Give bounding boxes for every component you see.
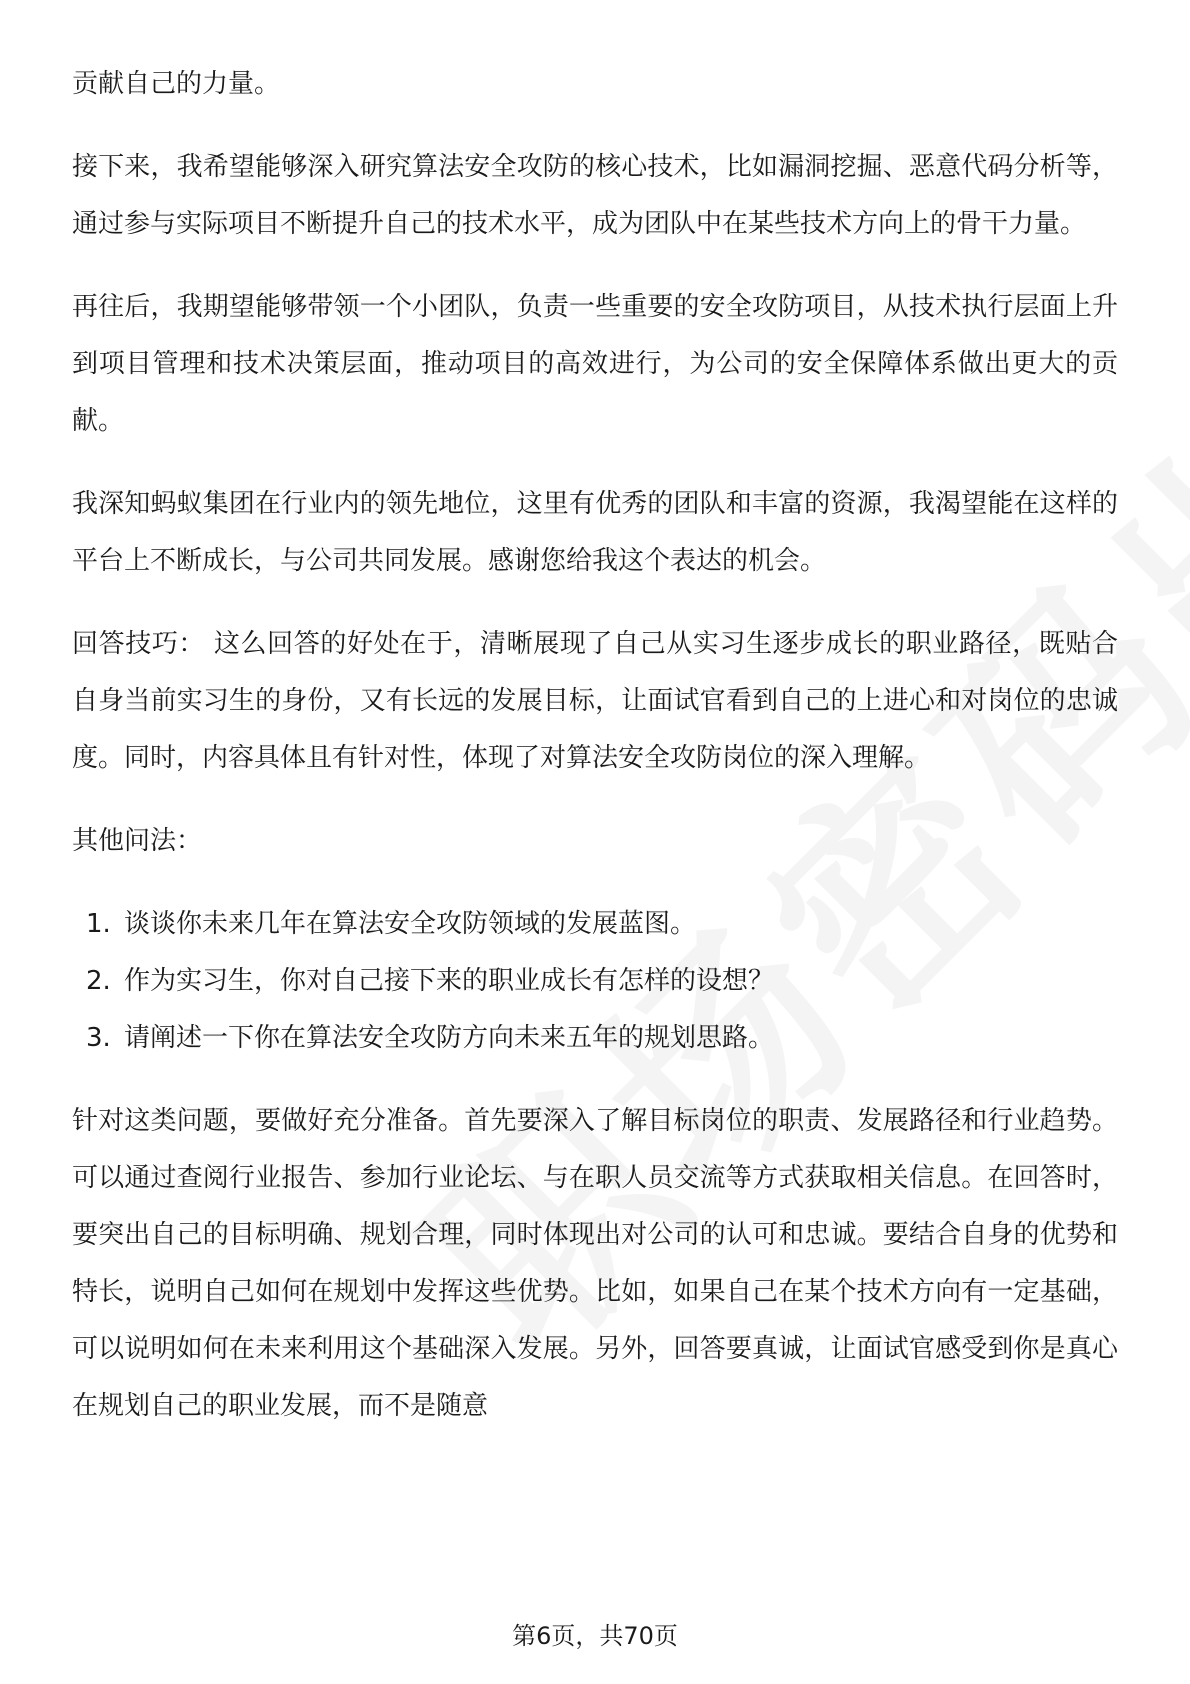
paragraph-answer-tips: 回答技巧： 这么回答的好处在于，清晰展现了自己从实习生逐步成长的职业路径，既贴合自身当前实习生的身份，又有长远的发展目标，让面试官看到自己的上进心和对岗位的忠诚度。同时，内容具体且有针对性，体现了对算法安全攻防岗位的深入理解。	[72, 629, 1118, 773]
alternative-questions-list	[72, 896, 1118, 1067]
paragraph-continued: 贡献自己的力量。	[72, 69, 281, 99]
list-item	[72, 896, 1118, 953]
document-body	[72, 56, 1118, 1461]
list-item-text: 作为实习生，你对自己接下来的职业成长有怎样的设想？	[124, 966, 775, 996]
paragraph-preparation-advice: 针对这类问题，要做好充分准备。首先要深入了解目标岗位的职责、发展路径和行业趋势。可以通过查阅行业报告、参加行业论坛、与在职人员交流等方式获取相关信息。在回答时，要突出自己的目标明确、规划合理，同时体现出对公司的认可和忠诚。要结合自身的优势和特长，说明自己如何在规划中发挥这些优势。比如，如果自己在某个技术方向有一定基础，可以说明如何在未来利用这个基础深入发展。另外，回答要真诚，让面试官感受到你是真心在规划自己的职业发展，而不是随意	[72, 1106, 1118, 1421]
list-item	[72, 953, 1118, 1010]
list-item	[72, 1010, 1118, 1067]
paragraph-other-questions-heading: 其他问法：	[72, 826, 203, 856]
list-item-number: 2.	[86, 966, 111, 996]
list-item-number: 3.	[86, 1023, 111, 1053]
paragraph-next-steps: 接下来，我希望能够深入研究算法安全攻防的核心技术，比如漏洞挖掘、恶意代码分析等，通过参与实际项目不断提升自己的技术水平，成为团队中在某些技术方向上的骨干力量。	[72, 152, 1118, 239]
list-item-text: 请阐述一下你在算法安全攻防方向未来五年的规划思路。	[124, 1023, 775, 1053]
list-item-text: 谈谈你未来几年在算法安全攻防领域的发展蓝图。	[124, 909, 697, 939]
paragraph-later-goals: 再往后，我期望能够带领一个小团队，负责一些重要的安全攻防项目，从技术执行层面上升到项目管理和技术决策层面，推动项目的高效进行，为公司的安全保障体系做出更大的贡献。	[72, 292, 1118, 436]
list-item-number: 1.	[86, 909, 111, 939]
page-number-footer: 第6页，共70页	[512, 1622, 678, 1650]
paragraph-closing: 我深知蚂蚁集团在行业内的领先地位，这里有优秀的团队和丰富的资源，我渴望能在这样的平台上不断成长，与公司共同发展。感谢您给我这个表达的机会。	[72, 489, 1118, 576]
